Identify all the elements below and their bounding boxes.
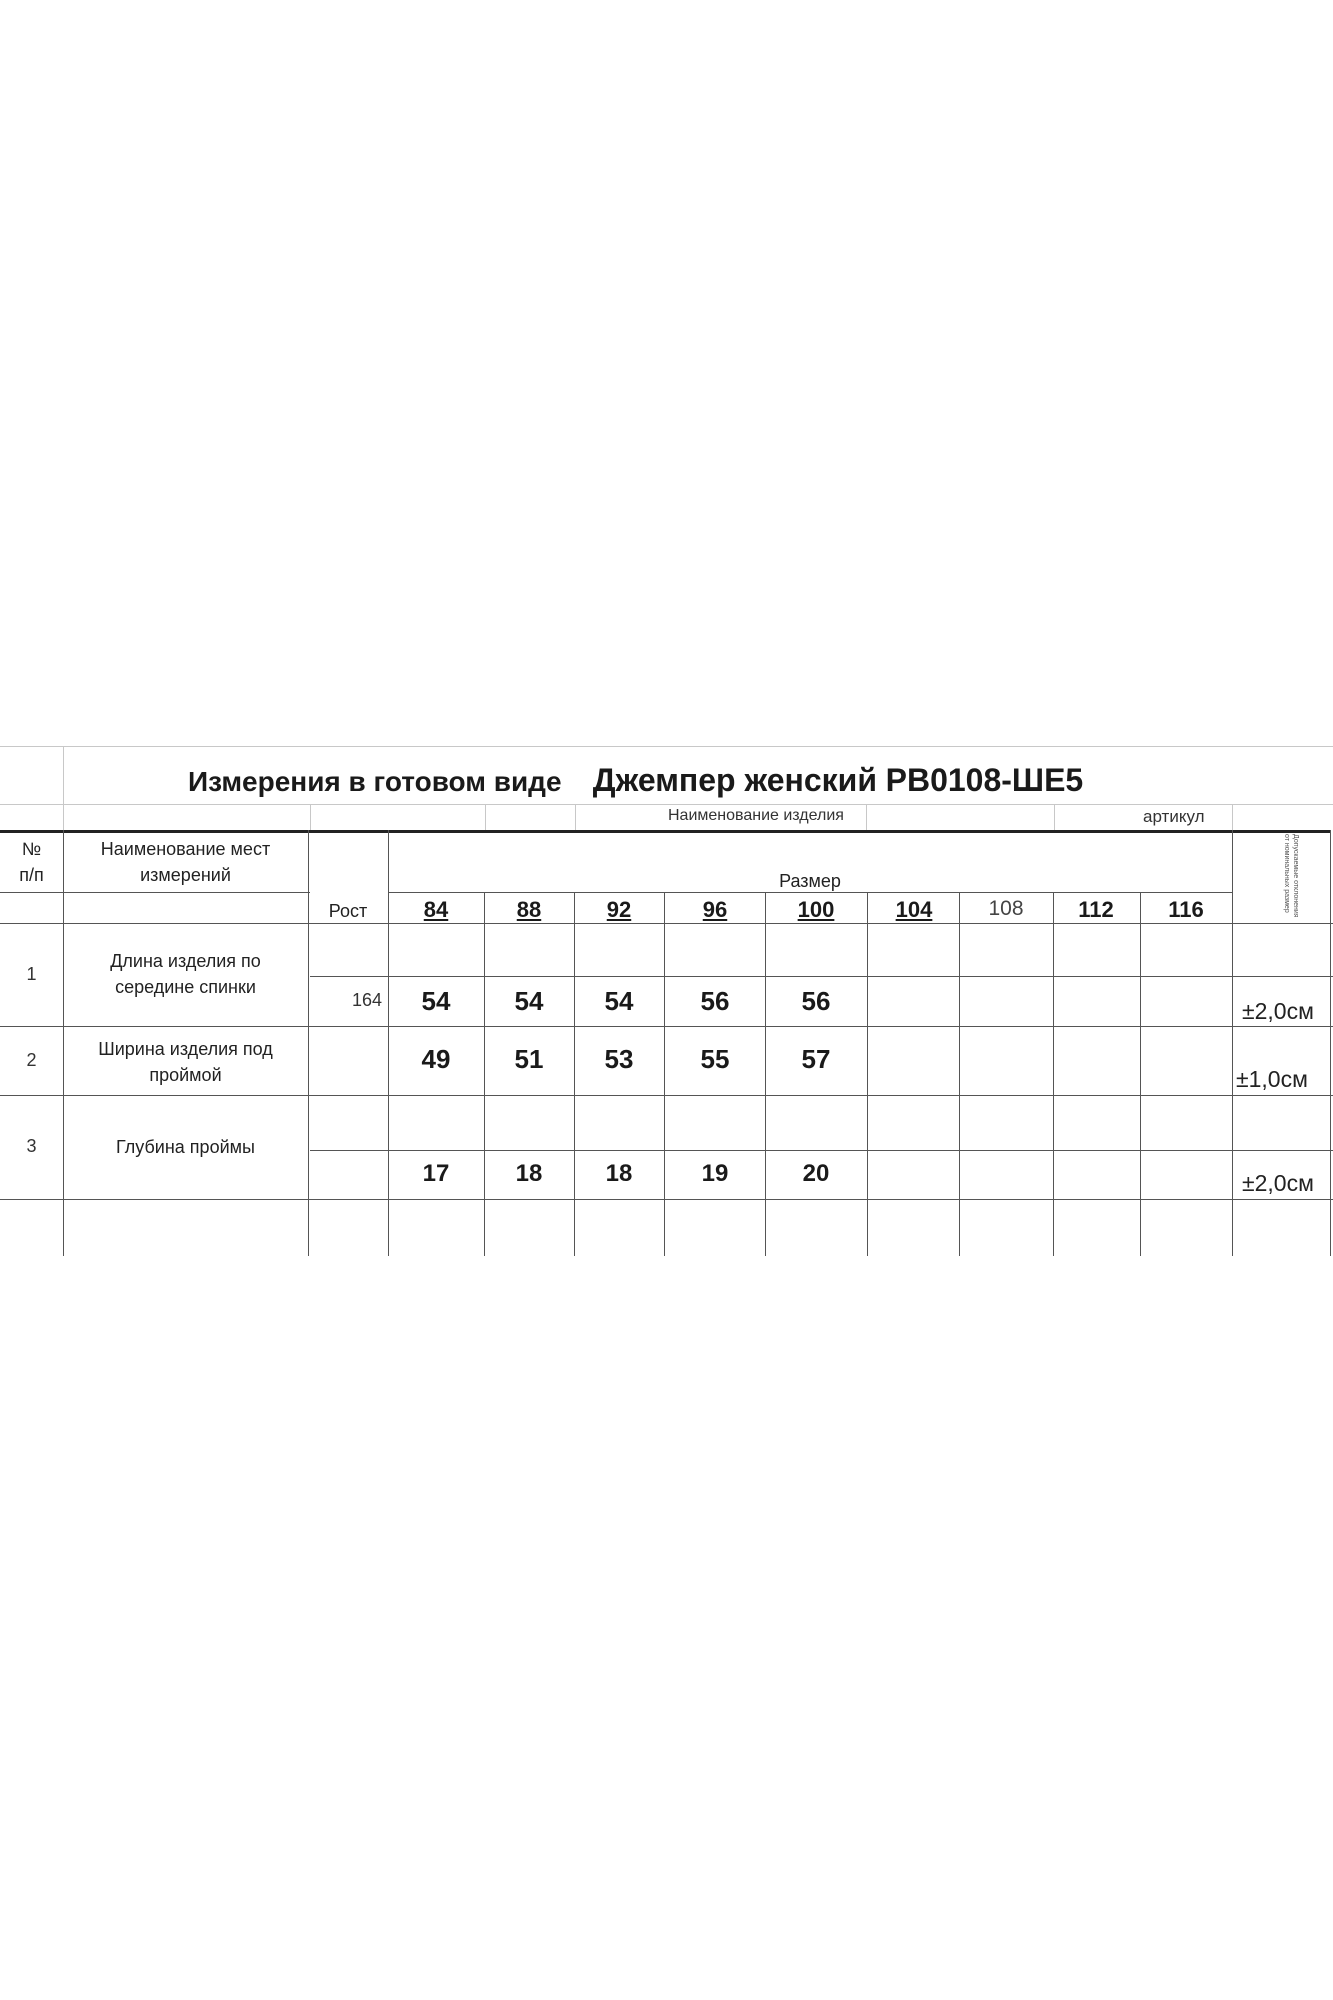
size-100: 100 [797,897,835,922]
measurement-label: Измерения в готовом виде [188,766,562,797]
row-1-tolerance: ±2,0см [1242,998,1314,1024]
row-2-value-92: 53 [604,1044,634,1074]
grid-line [765,892,766,1256]
row-1-height: 164 [352,990,383,1010]
size-112: 112 [1078,897,1114,922]
product-name-caption: Наименование изделия [668,807,844,824]
header-number: № п/п [19,839,44,885]
document-title [188,762,1083,799]
grid-line [0,1095,1333,1096]
row-3-tolerance: ±2,0см [1242,1170,1314,1196]
grid-line [664,892,665,1256]
row-3-value-92: 18 [605,1160,633,1187]
row-3-number: 3 [26,1136,37,1156]
row-2-tolerance: ±1,0см [1236,1066,1308,1092]
row-2-name: Ширина изделия под проймой [98,1039,273,1085]
size-92: 92 [606,897,632,922]
row-3-name: Глубина проймы [116,1137,255,1157]
grid-line [1232,830,1233,1256]
row-1-number: 1 [26,964,37,984]
grid-line [1330,830,1331,1256]
article-number: РВ0108-ШЕ5 [885,762,1084,798]
grid-line [310,804,311,830]
size-84: 84 [423,897,449,922]
grid-line-thick [0,830,1330,833]
size-108: 108 [988,897,1024,920]
grid-line [63,746,64,830]
header-size: Размер [779,871,841,891]
row-2-value-88: 51 [514,1044,544,1074]
row-3-value-88: 18 [515,1160,543,1187]
grid-line [575,804,576,830]
size-88: 88 [516,897,542,922]
grid-line [310,1150,1333,1151]
grid-line [1053,892,1054,1256]
measurement-sheet [0,746,1333,1256]
grid-line [1232,804,1233,830]
grid-line [574,892,575,1256]
row-2-value-96: 55 [700,1044,730,1074]
grid-line [308,830,309,1256]
header-measurement-place: Наименование мест измерений [100,839,271,885]
row-1-name: Длина изделия по середине спинки [110,951,261,997]
row-2-number: 2 [26,1050,37,1070]
row-1-value-92: 54 [604,986,634,1016]
grid-line [310,976,1333,977]
grid-line [484,892,485,1256]
grid-line [485,804,486,830]
grid-line [867,892,868,1256]
row-1-value-96: 56 [700,986,730,1016]
grid-line [0,1026,1333,1027]
row-1-value-88: 54 [514,986,544,1016]
grid-line [1140,892,1141,1256]
grid-line [866,804,867,830]
grid-line [959,892,960,1256]
row-3-value-84: 17 [422,1160,450,1187]
product-name: Джемпер женский [592,762,877,798]
grid-line [0,746,1333,747]
size-116: 116 [1168,897,1204,922]
grid-line [0,804,1333,805]
size-104: 104 [895,897,933,922]
row-2-value-84: 49 [421,1044,451,1074]
row-1-value-100: 56 [801,986,831,1016]
row-3-value-100: 20 [802,1160,830,1187]
grid-line [1054,804,1055,830]
row-2-value-100: 57 [801,1044,831,1074]
grid-line [0,892,310,893]
size-96: 96 [702,897,728,922]
row-3-value-96: 19 [701,1160,729,1187]
header-height: Рост [328,901,368,921]
grid-line [0,923,1333,924]
row-1-value-84: 54 [421,986,451,1016]
grid-line [0,1199,1333,1200]
header-tolerance: Допускаемые отклонения от номинальных размер [1283,834,1299,918]
article-caption: артикул [1143,807,1205,826]
